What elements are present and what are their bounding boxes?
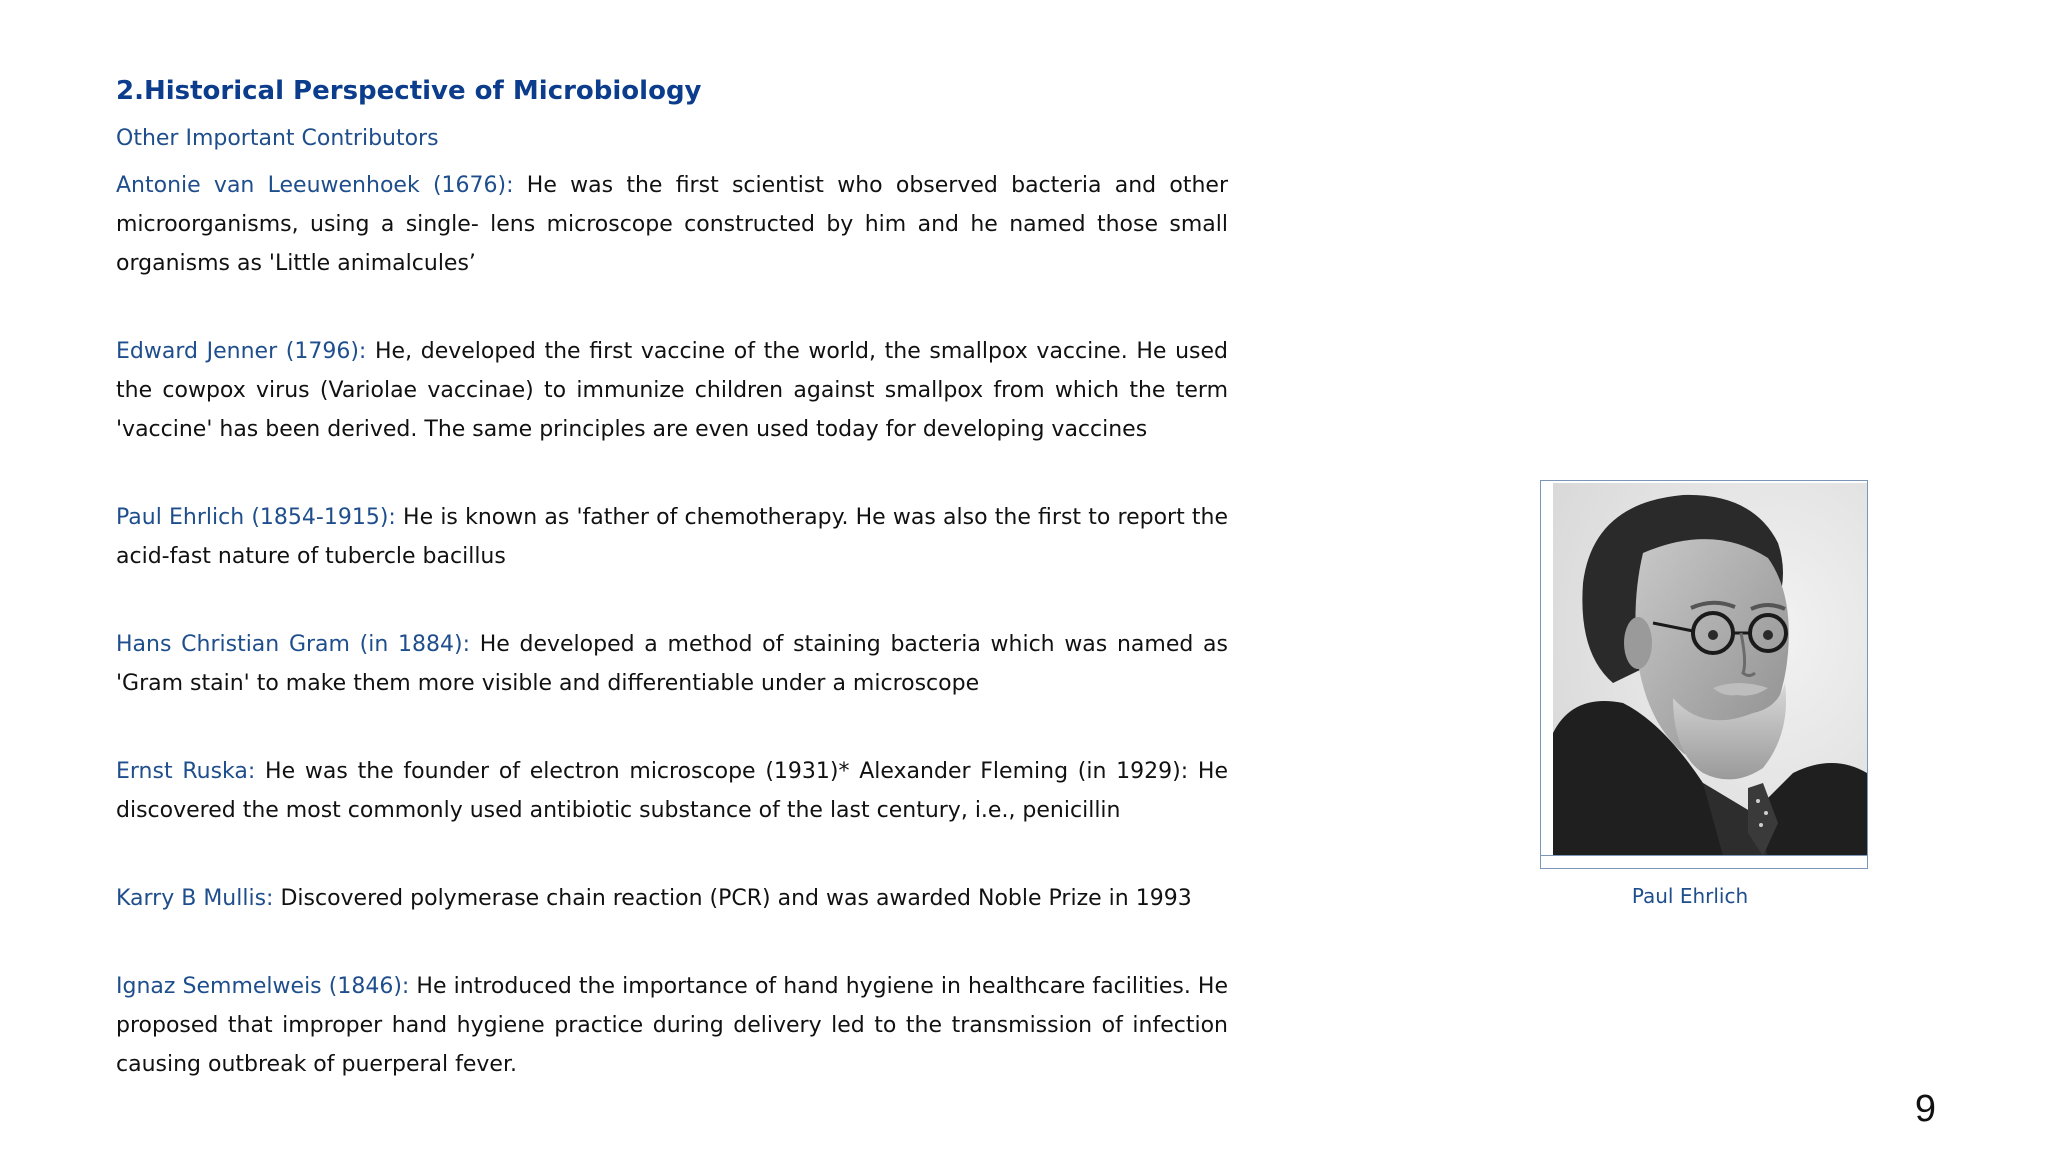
contributor-entry <box>116 879 1228 918</box>
contributor-description: He was the founder of electron microscope (1931)* Alexander Fleming (in 1929): He discovered the most commonly used antibiotic substance of the last century, i.e., penicillin <box>116 759 1228 823</box>
contributor-name: Paul Ehrlich (1854-1915): <box>116 505 396 530</box>
portrait-caption: Paul Ehrlich <box>1631 884 1749 908</box>
contributor-description: He developed a method of staining bacteria which was named as 'Gram stain' to make them more visible and differentiable under a microscope <box>116 632 1228 696</box>
contributor-description: Discovered polymerase chain reaction (PCR) and was awarded Noble Prize in 1993 <box>273 886 1192 911</box>
page-title: 2.Historical Perspective of Microbiology <box>116 76 702 106</box>
contributor-description: He was the first scientist who observed bacteria and other microorganisms, using a single- lens microscope constructed by him and he named those small organisms as 'Little animalcules’ <box>116 173 1228 276</box>
portrait-image <box>1553 483 1867 856</box>
section-subtitle: Other Important Contributors <box>116 126 439 151</box>
contributor-entry <box>116 166 1228 283</box>
contributor-name: Antonie van Leeuwenhoek (1676): <box>116 173 514 198</box>
contributor-entry <box>116 498 1228 576</box>
contributor-name: Edward Jenner (1796): <box>116 339 367 364</box>
contributor-entry <box>116 332 1228 449</box>
contributor-name: Ignaz Semmelweis (1846): <box>116 974 410 999</box>
page-number: 9 <box>1914 1088 1936 1130</box>
portrait-frame <box>1540 480 1868 869</box>
contributor-name: Karry B Mullis: <box>116 886 274 911</box>
contributor-entry <box>116 752 1228 830</box>
contributor-name: Hans Christian Gram (in 1884): <box>116 632 470 657</box>
contributor-description: He introduced the importance of hand hygiene in healthcare facilities. He proposed that improper hand hygiene practice during delivery led to the transmission of infection causing outbreak of puerperal fever. <box>116 974 1229 1077</box>
portrait-frame-strip <box>1541 855 1867 868</box>
contributors-list <box>116 166 1228 1084</box>
contributor-entry <box>116 967 1228 1084</box>
contributor-name: Ernst Ruska: <box>116 759 256 784</box>
contributor-entry <box>116 625 1228 703</box>
contributor-description: He is known as 'father of chemotherapy. He was also the first to report the acid-fast nature of tubercle bacillus <box>116 505 1228 569</box>
contributor-description: He, developed the first vaccine of the world, the smallpox vaccine. He used the cowpox virus (Variolae vaccinae) to immunize children against smallpox from which the term 'vaccine' has been derived. The same principles are even used today for developing vaccines <box>116 339 1229 442</box>
